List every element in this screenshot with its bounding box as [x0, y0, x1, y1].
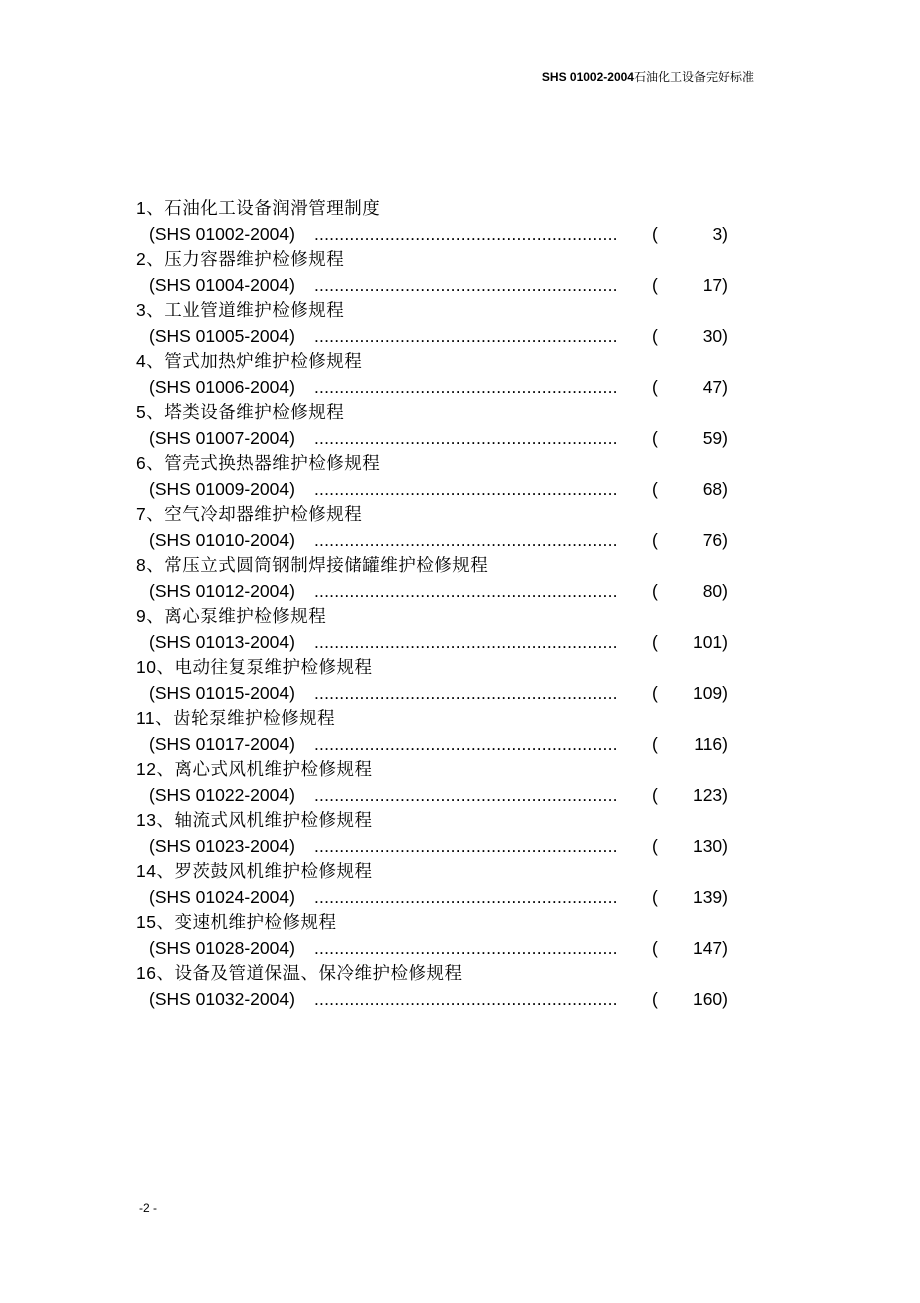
toc-dot-leader: ............................................................	[314, 988, 618, 1009]
header-title: 石油化工设备完好标准	[633, 70, 754, 84]
toc-page-number: 101)	[692, 631, 728, 652]
toc-entry-title: 16、设备及管道保温、保冷维护检修规程	[136, 963, 463, 983]
toc-entry-standard-code: (SHS 01032-2004)	[149, 988, 295, 1009]
toc-dot-leader: ............................................................	[314, 886, 618, 907]
toc-entry-reference	[136, 375, 736, 401]
toc-open-paren: (	[652, 682, 658, 703]
toc-entry-reference	[136, 834, 736, 860]
toc-page-number: 59)	[702, 427, 728, 448]
toc-entry[interactable]	[136, 451, 736, 502]
toc-entry-standard-code: (SHS 01007-2004)	[149, 427, 295, 448]
page-number: -2 -	[139, 1201, 157, 1215]
toc-entry-reference	[136, 222, 736, 248]
toc-open-paren: (	[652, 223, 658, 244]
table-of-contents	[136, 196, 736, 1012]
toc-open-paren: (	[652, 376, 658, 397]
toc-entry-standard-code: (SHS 01002-2004)	[149, 223, 295, 244]
toc-open-paren: (	[652, 580, 658, 601]
toc-open-paren: (	[652, 937, 658, 958]
toc-open-paren: (	[652, 988, 658, 1009]
toc-entry[interactable]	[136, 247, 736, 298]
toc-page-number: 139)	[692, 886, 728, 907]
toc-open-paren: (	[652, 886, 658, 907]
toc-entry-title: 9、离心泵维护检修规程	[136, 606, 327, 626]
toc-entry[interactable]	[136, 400, 736, 451]
toc-entry-title: 8、常压立式圆筒钢制焊接储罐维护检修规程	[136, 555, 489, 575]
toc-page-number: 3)	[712, 223, 728, 244]
toc-entry[interactable]	[136, 808, 736, 859]
toc-entry-reference	[136, 987, 736, 1013]
toc-entry[interactable]	[136, 757, 736, 808]
toc-page-number: 130)	[692, 835, 728, 856]
toc-dot-leader: ............................................................	[314, 784, 618, 805]
toc-open-paren: (	[652, 325, 658, 346]
toc-entry-title: 2、压力容器维护检修规程	[136, 249, 345, 269]
toc-entry-reference	[136, 630, 736, 656]
toc-dot-leader: ............................................................	[314, 682, 618, 703]
toc-dot-leader: ............................................................	[314, 733, 618, 754]
toc-entry-reference	[136, 426, 736, 452]
toc-entry-title: 11、齿轮泵维护检修规程	[136, 708, 336, 728]
toc-entry-standard-code: (SHS 01012-2004)	[149, 580, 295, 601]
toc-entry-title: 1、石油化工设备润滑管理制度	[136, 198, 381, 218]
toc-entry-reference	[136, 528, 736, 554]
toc-open-paren: (	[652, 529, 658, 550]
toc-entry-title: 7、空气冷却器维护检修规程	[136, 504, 363, 524]
toc-open-paren: (	[652, 427, 658, 448]
toc-entry[interactable]	[136, 298, 736, 349]
toc-open-paren: (	[652, 835, 658, 856]
toc-entry-standard-code: (SHS 01009-2004)	[149, 478, 295, 499]
toc-entry-title: 12、离心式风机维护检修规程	[136, 759, 373, 779]
toc-dot-leader: ............................................................	[314, 580, 618, 601]
toc-entry-standard-code: (SHS 01004-2004)	[149, 274, 295, 295]
header-standard-code: SHS 01002-2004	[541, 70, 634, 84]
toc-entry-reference	[136, 681, 736, 707]
toc-dot-leader: ............................................................	[314, 478, 618, 499]
toc-entry-standard-code: (SHS 01017-2004)	[149, 733, 295, 754]
toc-entry-standard-code: (SHS 01010-2004)	[149, 529, 295, 550]
toc-page-number: 160)	[692, 988, 728, 1009]
toc-page-number: 109)	[692, 682, 728, 703]
toc-entry[interactable]	[136, 502, 736, 553]
toc-entry-title: 10、电动往复泵维护检修规程	[136, 657, 373, 677]
toc-dot-leader: ............................................................	[314, 631, 618, 652]
toc-entry-reference	[136, 732, 736, 758]
toc-page-number: 116)	[694, 733, 728, 754]
toc-page-number: 47)	[702, 376, 728, 397]
toc-entry-title: 13、轴流式风机维护检修规程	[136, 810, 373, 830]
toc-entry-reference	[136, 783, 736, 809]
toc-entry-reference	[136, 579, 736, 605]
toc-page-number: 68)	[702, 478, 728, 499]
toc-dot-leader: ............................................................	[314, 937, 618, 958]
toc-open-paren: (	[652, 733, 658, 754]
toc-open-paren: (	[652, 631, 658, 652]
toc-open-paren: (	[652, 784, 658, 805]
toc-entry-reference	[136, 477, 736, 503]
toc-page-number: 17)	[702, 274, 728, 295]
toc-page-number: 147)	[692, 937, 728, 958]
toc-entry-title: 15、变速机维护检修规程	[136, 912, 337, 932]
toc-dot-leader: ............................................................	[314, 274, 618, 295]
toc-page-number: 76)	[702, 529, 728, 550]
toc-dot-leader: ............................................................	[314, 325, 618, 346]
toc-entry-standard-code: (SHS 01006-2004)	[149, 376, 295, 397]
toc-entry-title: 4、管式加热炉维护检修规程	[136, 351, 363, 371]
toc-open-paren: (	[652, 478, 658, 499]
toc-entry[interactable]	[136, 859, 736, 910]
toc-entry-standard-code: (SHS 01015-2004)	[149, 682, 295, 703]
toc-entry[interactable]	[136, 349, 736, 400]
toc-entry-standard-code: (SHS 01023-2004)	[149, 835, 295, 856]
toc-dot-leader: ............................................................	[314, 223, 618, 244]
toc-dot-leader: ............................................................	[314, 529, 618, 550]
toc-entry-standard-code: (SHS 01005-2004)	[149, 325, 295, 346]
toc-dot-leader: ............................................................	[314, 427, 618, 448]
toc-dot-leader: ............................................................	[314, 376, 618, 397]
toc-entry-title: 6、管壳式换热器维护检修规程	[136, 453, 381, 473]
toc-page-number: 30)	[702, 325, 728, 346]
toc-entry[interactable]	[136, 604, 736, 655]
toc-entry-reference	[136, 936, 736, 962]
toc-open-paren: (	[652, 274, 658, 295]
toc-entry-standard-code: (SHS 01024-2004)	[149, 886, 295, 907]
toc-entry[interactable]	[136, 706, 736, 757]
toc-entry[interactable]	[136, 961, 736, 1012]
toc-entry[interactable]	[136, 553, 736, 604]
running-header	[542, 70, 754, 84]
toc-entry-reference	[136, 885, 736, 911]
toc-page-number: 123)	[692, 784, 728, 805]
toc-entry-standard-code: (SHS 01022-2004)	[149, 784, 295, 805]
toc-entry-reference	[136, 273, 736, 299]
toc-entry[interactable]	[136, 655, 736, 706]
toc-entry-reference	[136, 324, 736, 350]
toc-entry-title: 14、罗茨鼓风机维护检修规程	[136, 861, 373, 881]
toc-entry-standard-code: (SHS 01028-2004)	[149, 937, 295, 958]
toc-page-number: 80)	[702, 580, 728, 601]
toc-entry-standard-code: (SHS 01013-2004)	[149, 631, 295, 652]
toc-dot-leader: ............................................................	[314, 835, 618, 856]
toc-entry[interactable]	[136, 910, 736, 961]
toc-entry[interactable]	[136, 196, 736, 247]
toc-entry-title: 5、塔类设备维护检修规程	[136, 402, 345, 422]
toc-entry-title: 3、工业管道维护检修规程	[136, 300, 345, 320]
